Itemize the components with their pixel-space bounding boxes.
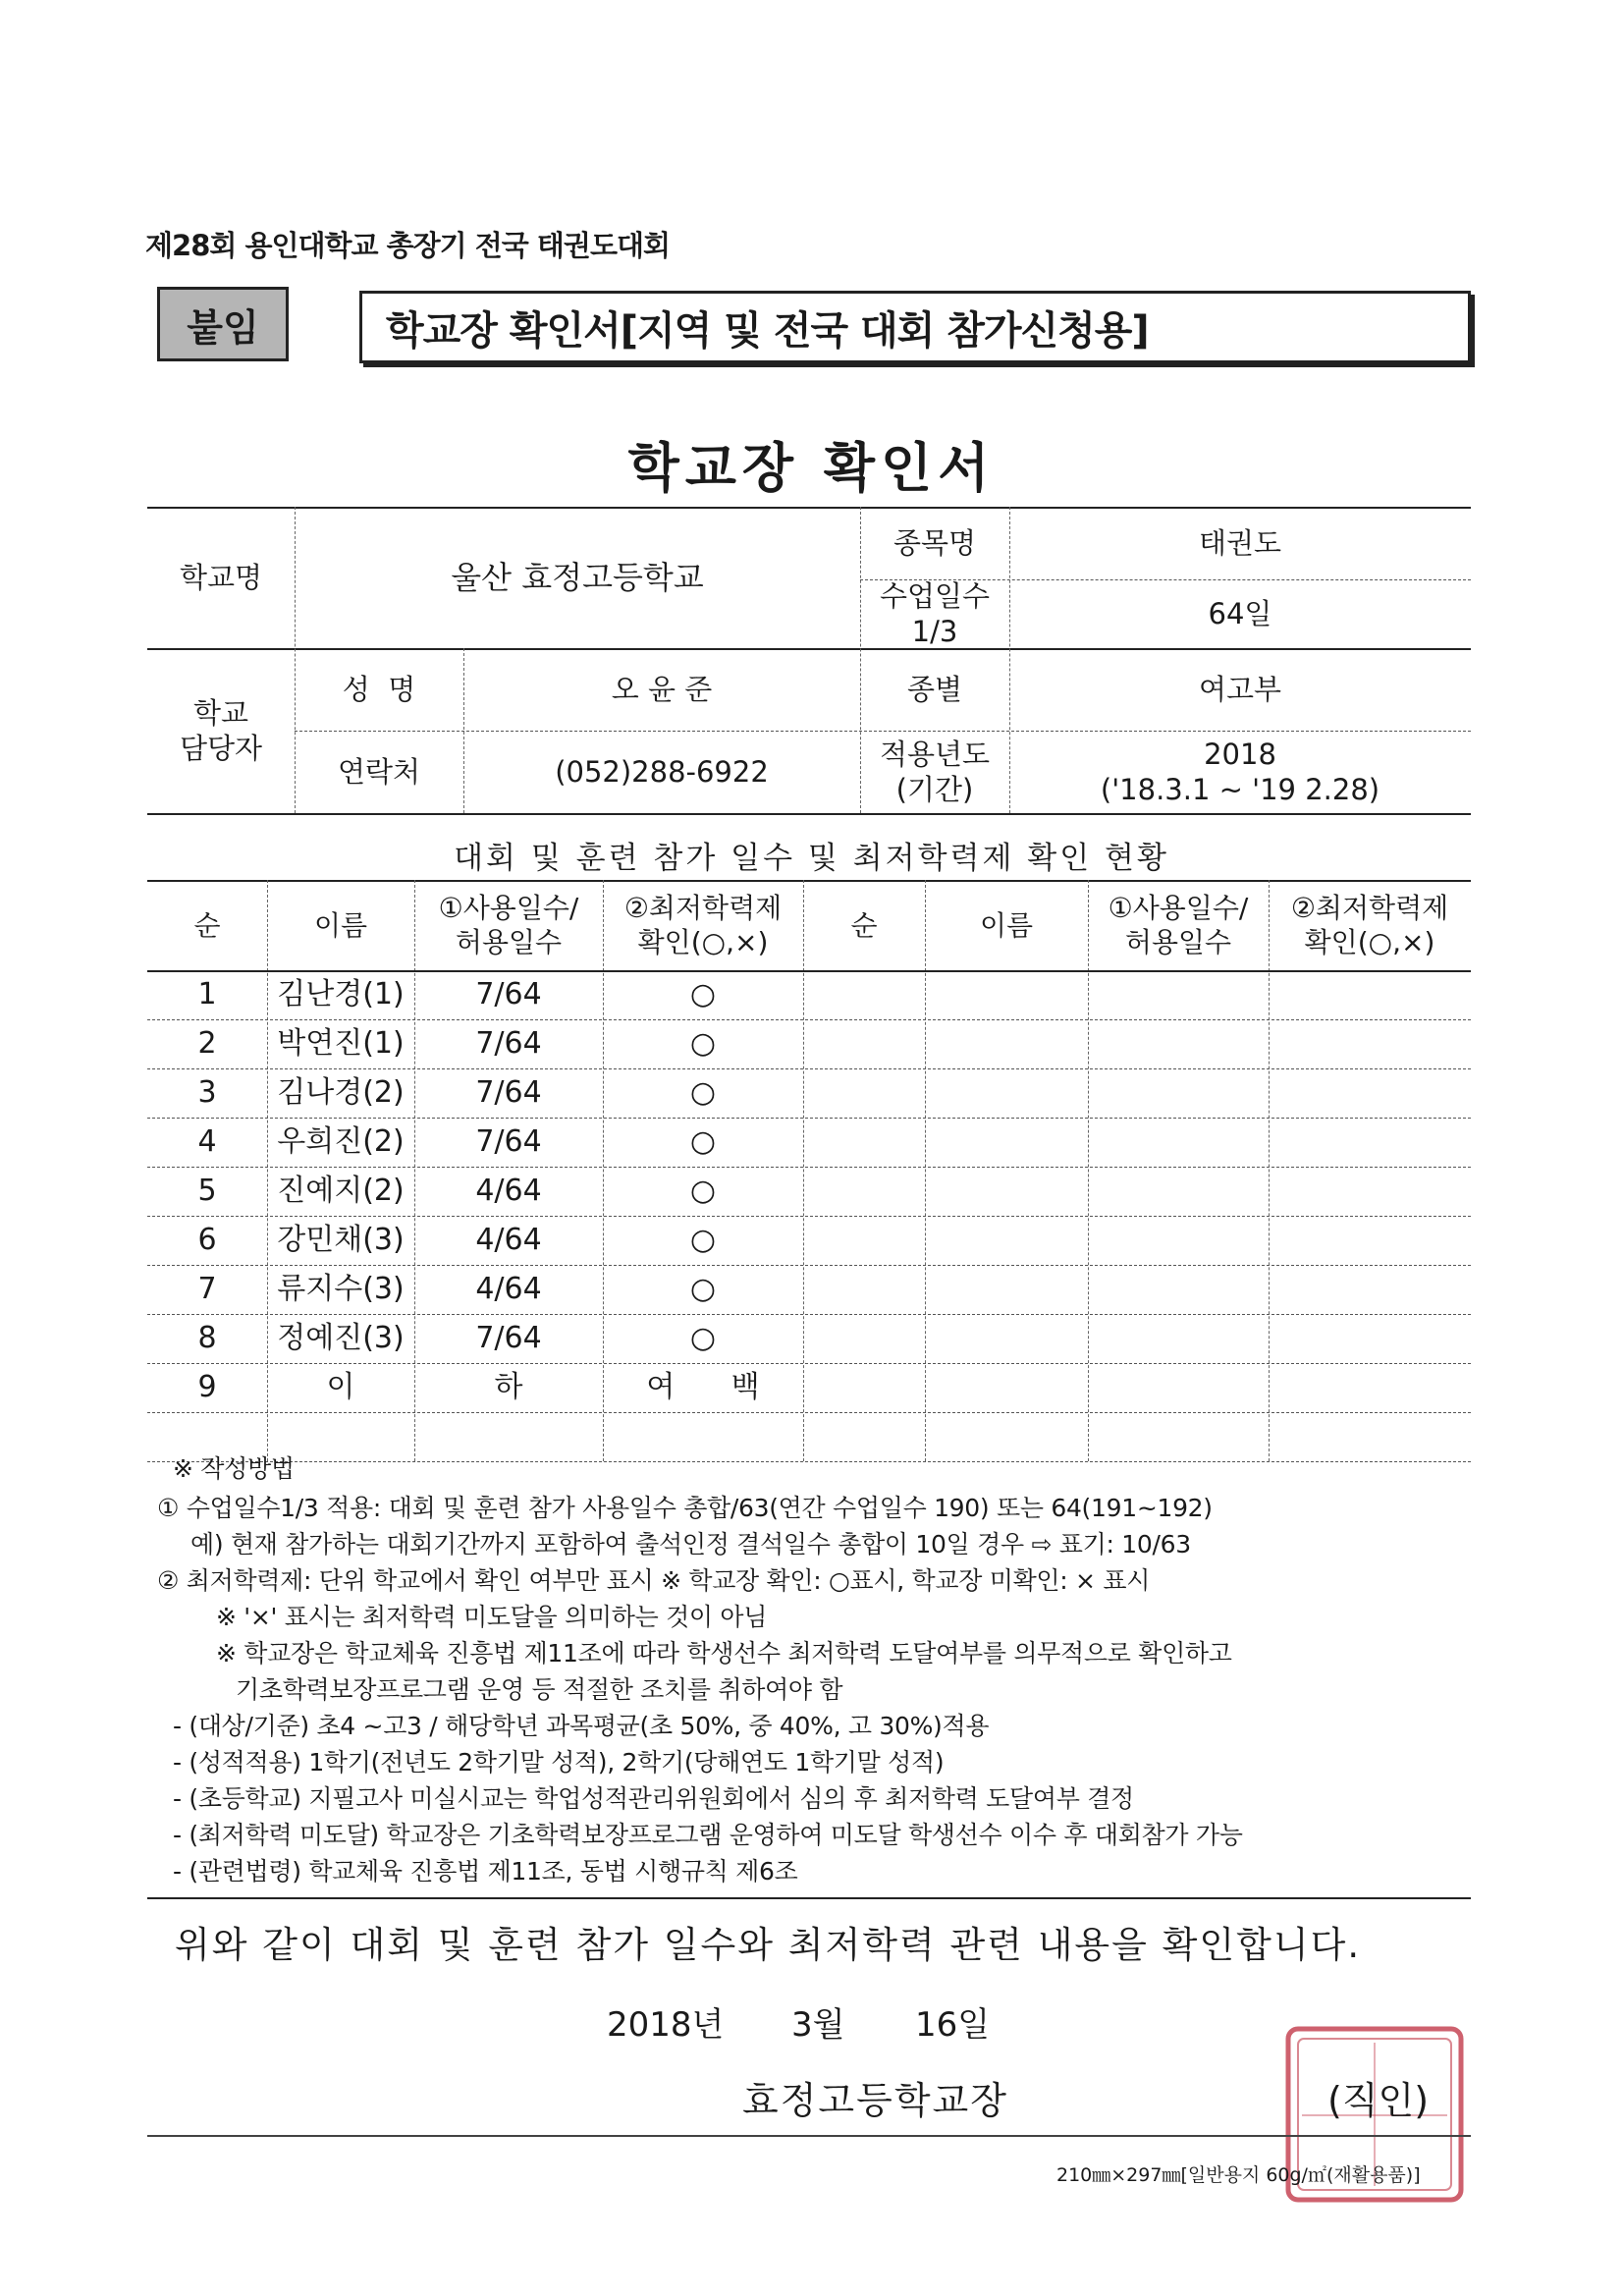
table-header-cell bbox=[1088, 880, 1269, 970]
header-no: 순 bbox=[193, 908, 221, 942]
principal-title: 효정고등학교장 bbox=[742, 2079, 1008, 2122]
note-line: ② 최저학력제: 단위 학교에서 확인 여부만 표시 ※ 학교장 확인: ○표시, 학교장 미확인: × 표시 bbox=[157, 1566, 1151, 1595]
table-header-cell bbox=[267, 880, 414, 970]
notes-title: ※ 작성방법 bbox=[173, 1454, 295, 1483]
year-value bbox=[1009, 731, 1471, 813]
seal-label: (직인) bbox=[1327, 2079, 1430, 2122]
year-label-line2: (기간) bbox=[895, 773, 974, 806]
table-cell-days: 4/64 bbox=[475, 1223, 542, 1258]
manager-label bbox=[147, 648, 295, 813]
table-cell-name: 진예지(2) bbox=[277, 1174, 405, 1209]
date-day: 16일 bbox=[915, 2005, 991, 2045]
table-header-cell bbox=[603, 880, 803, 970]
class-days-value: 64일 bbox=[1208, 596, 1272, 630]
period-value: ('18.3.1 ~ '19 2.28) bbox=[1100, 773, 1380, 806]
header-check-line1: ②최저학력제 bbox=[623, 892, 783, 924]
table-cell-days: 7/64 bbox=[475, 977, 542, 1012]
header-days-line1: ①사용일수/ bbox=[438, 892, 579, 924]
header-check-line2: 확인(○,×) bbox=[1304, 926, 1435, 958]
note-line: - (대상/기준) 초4 ~고3 / 해당학년 과목평균(초 50%, 중 40%, 고 30%)적용 bbox=[173, 1712, 990, 1740]
table-cell-check: ○ bbox=[689, 1174, 717, 1209]
date-year: 2018년 bbox=[607, 2005, 725, 2045]
header-name: 이름 bbox=[313, 908, 368, 942]
sport-value: 태권도 bbox=[1198, 525, 1282, 560]
table-cell-check: ○ bbox=[689, 977, 717, 1012]
table-header-cell bbox=[1269, 880, 1471, 970]
table-cell-name: 김나경(2) bbox=[277, 1075, 405, 1111]
table-cell-check bbox=[603, 1412, 803, 1461]
contact-value: (052)288-6922 bbox=[555, 754, 769, 789]
date-month: 3월 bbox=[791, 2005, 845, 2045]
table-cell-no: 5 bbox=[197, 1174, 217, 1209]
manager-label-line2: 담당자 bbox=[179, 732, 263, 765]
table-header-cell bbox=[803, 880, 925, 970]
table-header-cell bbox=[414, 880, 603, 970]
table-cell-days: 4/64 bbox=[475, 1272, 542, 1307]
table-cell-days: 하 bbox=[494, 1370, 523, 1405]
contact-label: 연락처 bbox=[337, 754, 421, 789]
table-header-cell bbox=[925, 880, 1088, 970]
footer-divider bbox=[147, 2135, 1471, 2137]
table-cell-name: 박연진(1) bbox=[277, 1026, 405, 1062]
paper-spec: 210㎜×297㎜[일반용지 60g/㎡(재활용품)] bbox=[1056, 2164, 1421, 2186]
attachment-label: 붙임 bbox=[157, 287, 289, 361]
category-label: 종별 bbox=[906, 672, 963, 706]
year-label-line1: 적용년도 bbox=[879, 737, 991, 771]
note-line: 기초학력보장프로그램 운영 등 적절한 조치를 취하여야 함 bbox=[236, 1675, 843, 1704]
manager-label-line1: 학교 bbox=[192, 695, 249, 730]
note-line: ① 수업일수1/3 적용: 대회 및 훈련 참가 사용일수 총합/63(연간 수업일수 190) 또는 64(191~192) bbox=[157, 1494, 1213, 1522]
table-cell-check: 여 백 bbox=[646, 1370, 760, 1405]
header-days-line2: 허용일수 bbox=[455, 926, 563, 958]
manager-name-value: 오 윤 준 bbox=[611, 672, 713, 706]
table-cell-days: 7/64 bbox=[475, 1075, 542, 1111]
header-check-line1: ②최저학력제 bbox=[1290, 892, 1449, 924]
class-days-label-line2: 1/3 bbox=[911, 615, 958, 648]
confirmation-statement: 위와 같이 대회 및 훈련 참가 일수와 최저학력 관련 내용을 확인합니다. bbox=[175, 1924, 1362, 1966]
note-line: - (관련법령) 학교체육 진흥법 제11조, 동법 시행규칙 제6조 bbox=[173, 1857, 798, 1886]
table-cell-name: 이 bbox=[326, 1370, 355, 1405]
section-heading: 대회 및 훈련 참가 일수 및 최저학력제 확인 현황 bbox=[454, 841, 1169, 876]
table-cell-check: ○ bbox=[689, 1075, 717, 1111]
document-title: 학교장 확인서 bbox=[627, 437, 996, 499]
year-label bbox=[860, 731, 1009, 813]
table-cell-name: 강민채(3) bbox=[277, 1223, 405, 1258]
row-divider bbox=[147, 1461, 1471, 1462]
table-header-cell bbox=[147, 880, 267, 970]
table-cell-no: 7 bbox=[197, 1272, 217, 1307]
note-line: - (초등학교) 지필고사 미실시교는 학업성적관리위원회에서 심의 후 최저학력 도달여부 결정 bbox=[173, 1784, 1134, 1813]
table-cell-no: 1 bbox=[197, 977, 217, 1012]
header-days-line2: 허용일수 bbox=[1124, 926, 1232, 958]
notes-divider bbox=[147, 1897, 1471, 1899]
note-line: - (성적적용) 1학기(전년도 2학기말 성적), 2학기(당해연도 1학기말 성적) bbox=[173, 1748, 945, 1777]
table-cell-no: 8 bbox=[197, 1321, 217, 1356]
banner-title: 학교장 확인서[지역 및 전국 대회 참가신청용] bbox=[359, 291, 1471, 363]
header-no: 순 bbox=[850, 908, 878, 942]
class-days-label bbox=[860, 579, 1009, 648]
manager-name-label: 성 명 bbox=[342, 672, 416, 706]
header-check-line2: 확인(○,×) bbox=[637, 926, 769, 958]
table-cell-no: 3 bbox=[197, 1075, 217, 1111]
note-line: - (최저학력 미도달) 학교장은 기초학력보장프로그램 운영하여 미도달 학생선수 이수 후 대회참가 가능 bbox=[173, 1821, 1243, 1849]
table-cell-name: 류지수(3) bbox=[277, 1272, 405, 1307]
school-name-label: 학교명 bbox=[179, 560, 263, 594]
table-cell-check: ○ bbox=[689, 1223, 717, 1258]
note-line: ※ '×' 표시는 최저학력 미도달을 의미하는 것이 아님 bbox=[216, 1603, 768, 1631]
year-value-line1: 2018 bbox=[1204, 737, 1276, 771]
table-cell-no: 6 bbox=[197, 1223, 217, 1258]
table-cell-days: 7/64 bbox=[475, 1124, 542, 1160]
table-cell-name: 정예진(3) bbox=[277, 1321, 405, 1356]
header-days-line1: ①사용일수/ bbox=[1108, 892, 1249, 924]
table-cell-no: 2 bbox=[197, 1026, 217, 1062]
header-name: 이름 bbox=[979, 908, 1034, 942]
table-cell-days: 7/64 bbox=[475, 1321, 542, 1356]
table-cell-days: 4/64 bbox=[475, 1174, 542, 1209]
event-title: 제28회 용인대학교 총장기 전국 태권도대회 bbox=[145, 229, 670, 262]
table-cell-check: ○ bbox=[689, 1026, 717, 1062]
category-value: 여고부 bbox=[1198, 672, 1282, 706]
table-border bbox=[147, 813, 1471, 815]
school-name-value: 울산 효정고등학교 bbox=[451, 559, 704, 596]
note-line: 예) 현재 참가하는 대회기간까지 포함하여 출석인정 결석일수 총합이 10일 경우 ⇨ 표기: 10/63 bbox=[190, 1530, 1191, 1558]
table-cell-name: 김난경(1) bbox=[277, 977, 405, 1012]
table-cell-days bbox=[414, 1412, 603, 1461]
sport-label: 종목명 bbox=[893, 525, 977, 560]
class-days-label-line1: 수업일수 bbox=[879, 578, 991, 613]
table-cell-no: 9 bbox=[197, 1370, 217, 1405]
note-line: ※ 학교장은 학교체육 진흥법 제11조에 따라 학생선수 최저학력 도달여부를 의무적으로 확인하고 bbox=[216, 1639, 1232, 1667]
table-cell-no: 4 bbox=[197, 1124, 217, 1160]
table-cell-days: 7/64 bbox=[475, 1026, 542, 1062]
table-cell-check: ○ bbox=[689, 1124, 717, 1160]
table-cell-name: 우희진(2) bbox=[277, 1124, 405, 1160]
table-cell-check: ○ bbox=[689, 1272, 717, 1307]
table-cell-check: ○ bbox=[689, 1321, 717, 1356]
